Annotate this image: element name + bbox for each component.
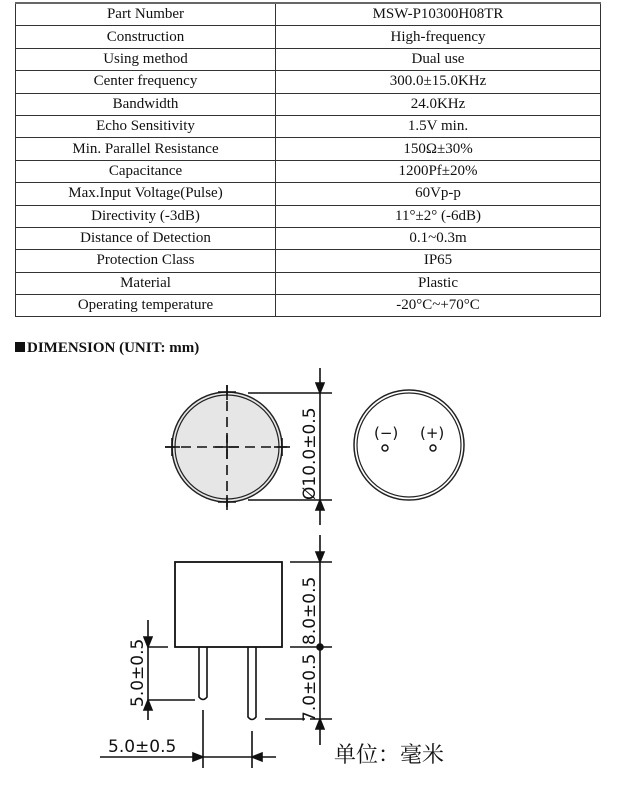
pin-offset-label: 5.0±0.5	[128, 638, 148, 707]
row-label: Operating temperature	[16, 295, 276, 317]
table-row	[16, 272, 601, 294]
dimension-title: DIMENSION (UNIT: mm)	[27, 340, 200, 356]
table-row	[16, 205, 601, 227]
row-label: Directivity (-3dB)	[16, 205, 276, 227]
row-label: Bandwidth	[16, 93, 276, 115]
row-label: Protection Class	[16, 250, 276, 272]
row-value: 60Vp-p	[276, 183, 601, 205]
row-value: -20°C~+70°C	[276, 295, 601, 317]
table-row	[16, 48, 601, 70]
row-value: Dual use	[276, 48, 601, 70]
row-value: 300.0±15.0KHz	[276, 71, 601, 93]
table-row	[16, 26, 601, 48]
pin-spacing-label: 5.0±0.5	[108, 737, 177, 757]
spec-table	[15, 2, 601, 317]
table-row	[16, 115, 601, 137]
table-row	[16, 227, 601, 249]
row-label: Using method	[16, 48, 276, 70]
body-height-label: 8.0±0.5	[300, 576, 320, 645]
table-row	[16, 93, 601, 115]
row-value: 150Ω±30%	[276, 138, 601, 160]
table-row	[16, 295, 601, 317]
height-dimension	[265, 535, 332, 745]
row-value: 11°±2° (-6dB)	[276, 205, 601, 227]
pin-offset-dimension	[144, 620, 195, 720]
row-value: 1.5V min.	[276, 115, 601, 137]
table-row	[16, 183, 601, 205]
dimension-heading	[15, 340, 199, 357]
row-label: Part Number	[16, 3, 276, 26]
table-row	[16, 3, 601, 26]
table-row	[16, 160, 601, 182]
table-row	[16, 138, 601, 160]
pin-length-label: 7.0±0.5	[300, 653, 320, 722]
row-label: Center frequency	[16, 71, 276, 93]
row-value: 1200Pf±20%	[276, 160, 601, 182]
row-value: 0.1~0.3m	[276, 227, 601, 249]
table-row	[16, 250, 601, 272]
row-value: 24.0KHz	[276, 93, 601, 115]
back-view-circle	[354, 390, 464, 500]
row-value: High-frequency	[276, 26, 601, 48]
dimension-drawing	[0, 360, 619, 787]
row-label: Capacitance	[16, 160, 276, 182]
diameter-label: Ø10.0±0.5	[300, 407, 320, 500]
row-label: Material	[16, 272, 276, 294]
positive-pin-label: (+)	[420, 424, 445, 442]
row-label: Max.Input Voltage(Pulse)	[16, 183, 276, 205]
table-row	[16, 71, 601, 93]
unit-note: 单位：毫米	[334, 743, 445, 768]
row-value: IP65	[276, 250, 601, 272]
top-view-circle	[165, 385, 290, 510]
row-label: Construction	[16, 26, 276, 48]
negative-pin-label: (−)	[374, 424, 399, 442]
row-label: Echo Sensitivity	[16, 115, 276, 137]
row-value: Plastic	[276, 272, 601, 294]
row-label: Distance of Detection	[16, 227, 276, 249]
row-value: MSW-P10300H08TR	[276, 3, 601, 26]
side-view-body	[175, 562, 282, 720]
black-square-icon	[15, 342, 25, 352]
row-label: Min. Parallel Resistance	[16, 138, 276, 160]
